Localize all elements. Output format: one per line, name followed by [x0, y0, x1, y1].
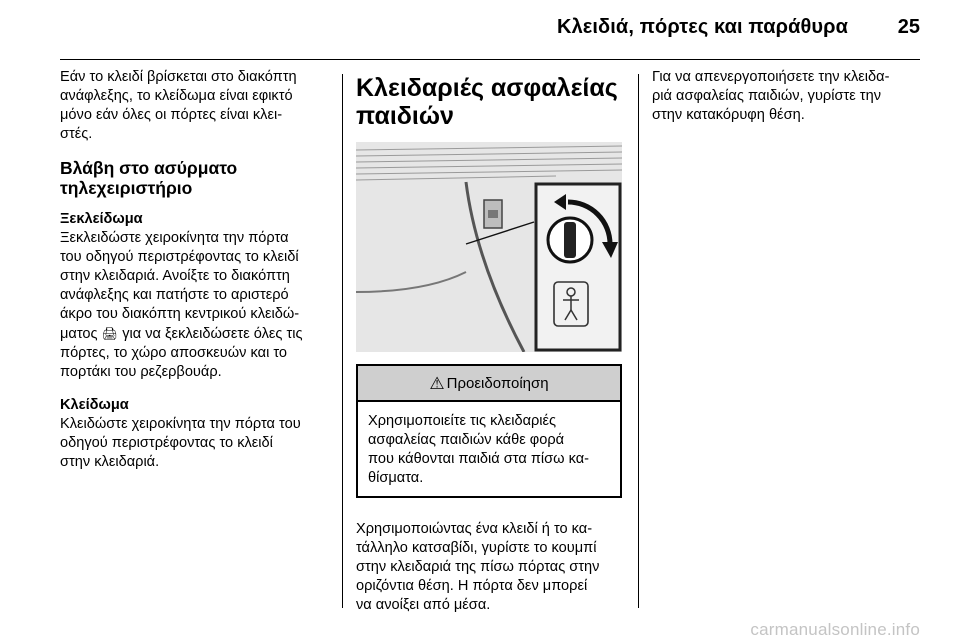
warning-line: θίσματα.: [368, 470, 424, 486]
title-line: παιδιών: [356, 102, 454, 130]
unlock-line-prefix: ματος: [60, 326, 98, 342]
heading-line: Βλάβη στο ασύρματο: [60, 158, 238, 178]
warning-box: [356, 364, 622, 498]
child-lock-drawing: [356, 142, 622, 352]
instruction-line: τάλληλο κατσαβίδι, γυρίστε το κουμπί: [356, 540, 597, 556]
child-lock-illustration: [356, 142, 622, 352]
deactivate-line: ριά ασφαλείας παιδιών, γυρίστε την: [652, 88, 881, 104]
warning-line: που κάθονται παιδιά στα πίσω κα-: [368, 451, 590, 467]
heading-line: τηλεχειριστήριο: [60, 178, 193, 198]
running-header-title: Κλειδιά, πόρτες και παράθυρα: [557, 16, 848, 38]
unlock-line: πόρτες, το χώρο αποσκευών και το: [60, 345, 288, 361]
header-rule: [60, 59, 920, 60]
warning-title: Προειδοποίηση: [446, 374, 549, 392]
column-rule-2: [638, 74, 639, 608]
column-rule-1: [342, 74, 343, 608]
instruction-line: οριζόντια θέση. Η πόρτα δεν μπορεί: [356, 578, 588, 594]
unlock-line: πορτάκι του ρεζερβουάρ.: [60, 364, 222, 380]
unlock-line: Ξεκλειδώστε χειροκίνητα την πόρτα: [60, 230, 289, 246]
unlock-line: ανάφλεξης και πατήστε το αριστερό: [60, 287, 289, 303]
lock-line: Κλειδώστε χειροκίνητα την πόρτα του: [60, 416, 301, 432]
warning-line: ασφαλείας παιδιών κάθε φορά: [368, 432, 565, 448]
page-number: 25: [897, 16, 920, 38]
column-3: [652, 68, 922, 125]
central-lock-icon: 🖨: [101, 326, 119, 341]
title-line: Κλειδαριές ασφαλείας: [356, 74, 618, 102]
warning-header: [358, 366, 620, 402]
deactivate-line: Για να απενεργοποιήσετε την κλειδα-: [652, 69, 890, 85]
deactivate-line: στην κατακόρυφη θέση.: [652, 107, 805, 123]
lock-line: στην κλειδαριά.: [60, 454, 160, 470]
warning-triangle-icon: ⚠: [429, 373, 445, 393]
warning-line: Χρησιμοποιείτε τις κλειδαριές: [368, 413, 557, 429]
unlock-line-suffix: για να ξεκλειδώσετε όλες τις: [122, 326, 303, 342]
lock-heading: Κλείδωμα: [60, 397, 129, 413]
unlock-line: άκρο του διακόπτη κεντρικού κλειδώ-: [60, 306, 300, 322]
unlock-line: στην κλειδαριά. Ανοίξτε το διακόπτη: [60, 268, 290, 284]
column-1: [60, 68, 328, 472]
intro-line: Εάν το κλειδί βρίσκεται στο διακόπτη: [60, 69, 297, 85]
section-title: [356, 74, 624, 130]
instruction-line: στην κλειδαριά της πίσω πόρτας στην: [356, 559, 600, 575]
instruction-line: να ανοίξει από μέσα.: [356, 597, 491, 613]
unlock-line: του οδηγού περιστρέφοντας το κλειδί: [60, 249, 299, 265]
unlock-heading: Ξεκλείδωμα: [60, 211, 143, 227]
instruction-paragraph: [356, 520, 624, 615]
watermark: carmanualsonline.info: [750, 620, 920, 639]
warning-body: [358, 402, 620, 496]
unlock-line-with-icon: [60, 324, 328, 344]
intro-line: στές.: [60, 126, 93, 142]
intro-line: μόνο εάν όλες οι πόρτες είναι κλει-: [60, 107, 283, 123]
remote-failure-heading: [60, 158, 328, 198]
instruction-line: Χρησιμοποιώντας ένα κλειδί ή το κα-: [356, 521, 593, 537]
intro-line: ανάφλεξης, το κλείδωμα είναι εφικτό: [60, 88, 293, 104]
column-2: [356, 68, 624, 615]
lock-line: οδηγού περιστρέφοντας το κλειδί: [60, 435, 273, 451]
